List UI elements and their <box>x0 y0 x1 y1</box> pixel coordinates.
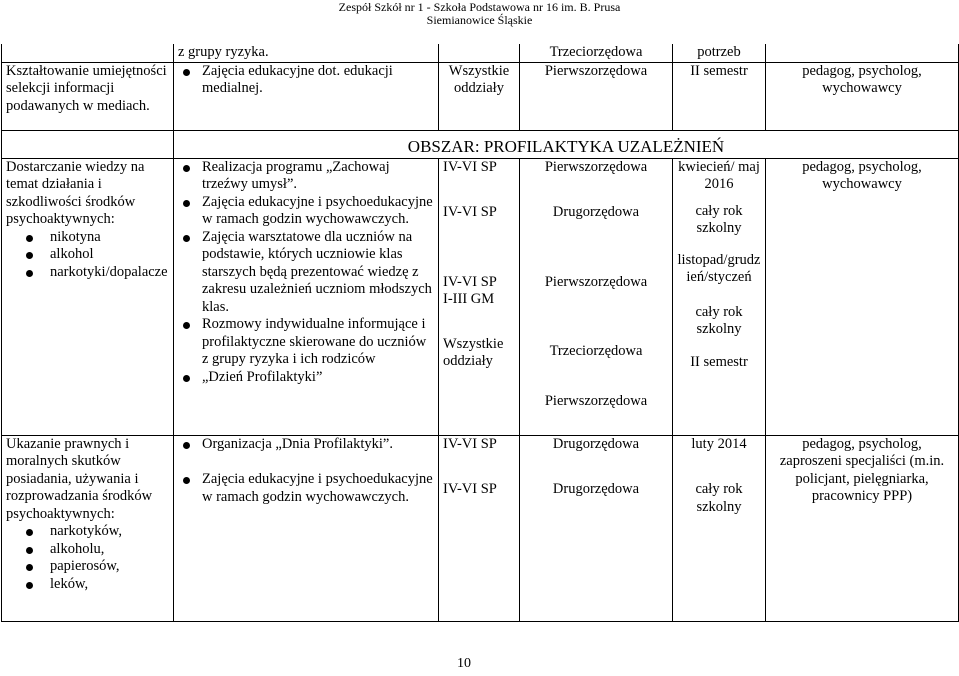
task-item: Rozmowy indywidualne informujące i profilaktyczne skierowane do uczniów z grupy ryzyka i ich rodziców <box>202 316 434 369</box>
target-item: Wszystkie oddziały <box>443 335 504 369</box>
cell-empty <box>2 130 174 158</box>
level-item: Drugorzędowa <box>552 435 640 452</box>
cell-level <box>520 158 673 435</box>
cell-level: Trzeciorzędowa <box>520 44 673 62</box>
task-item: Zajęcia warsztatowe dla uczniów na podstawie, których uczniowie klas starszych będą prezentować wiedzę z zakresu uzależnień uczniom młodszych klas. <box>202 229 434 317</box>
header-school-name: Zespół Szkół nr 1 - Szkoła Podstawowa nr 16 im. B. Prusa <box>338 0 621 14</box>
target-item: IV-VI SP <box>443 204 497 220</box>
header-city: Siemianowice Śląskie <box>426 13 533 27</box>
term-item: II semestr <box>690 353 748 370</box>
cell-goal: Kształtowanie umiejętności selekcji informacji podawanych w mediach. <box>2 62 174 130</box>
level-item: Pierwszorzędowa <box>544 273 648 290</box>
task-item: Realizacja programu „Zachowaj trzeźwy umysł”. <box>202 159 434 194</box>
cell-target <box>439 44 520 62</box>
cell-term <box>673 435 766 621</box>
cell-level <box>520 435 673 621</box>
task-item: Zajęcia edukacyjne i psychoedukacyjne w ramach godzin wychowawczych. <box>202 471 433 505</box>
goal-item: alkoholu, <box>50 541 169 559</box>
term-item: cały rok szkolny <box>695 481 743 515</box>
target-item: IV-VI SP <box>443 273 497 290</box>
level-item: Drugorzędowa <box>552 481 640 497</box>
goal-item: papierosów, <box>50 558 169 576</box>
cell-level: Pierwszorzędowa <box>520 62 673 130</box>
cell-target: Wszystkie oddziały <box>439 62 520 130</box>
cell-task <box>174 435 439 621</box>
page-header <box>0 1 959 27</box>
cell-responsible: pedagog, psycholog, wychowawcy <box>766 158 959 435</box>
level-item: Drugorzędowa <box>552 204 640 220</box>
goal-item: alkohol <box>50 246 169 264</box>
table-row <box>2 130 959 158</box>
term-item: cały rok szkolny <box>695 303 743 337</box>
target-item: I-III GM <box>443 291 495 307</box>
cell-term <box>673 158 766 435</box>
table-row <box>2 62 959 130</box>
goal-item: nikotyna <box>50 229 169 247</box>
task-item: Organizacja „Dnia Profilaktyki”. <box>202 436 434 454</box>
goal-item: narkotyki/dopalacze <box>50 263 168 280</box>
cell-term: II semestr <box>673 62 766 130</box>
cell-task <box>174 62 439 130</box>
section-title: OBSZAR: PROFILAKTYKA UZALEŻNIEŃ <box>174 130 959 158</box>
target-item: IV-VI SP <box>443 158 497 175</box>
cell-goal <box>2 158 174 435</box>
cell-target <box>439 158 520 435</box>
cell-responsible <box>766 44 959 62</box>
cell-goal <box>2 435 174 621</box>
task-item: Zajęcia edukacyjne i psychoedukacyjne w ramach godzin wychowawczych. <box>202 193 433 227</box>
goal-item: narkotyków, <box>50 523 169 541</box>
goal-text: Ukazanie prawnych i moralnych skutków posiadania, używania i rozprowadzania środków psychoaktywnych: <box>6 435 153 522</box>
task-item: Zajęcia edukacyjne dot. edukacji medialnej. <box>202 63 434 98</box>
term-item: listopad/grudzień/styczeń <box>677 251 761 285</box>
goal-item: leków, <box>50 576 169 594</box>
table-row <box>2 44 959 62</box>
plan-table <box>1 44 959 622</box>
level-item: Pierwszorzędowa <box>544 158 648 175</box>
target-item: IV-VI SP <box>443 435 497 452</box>
table-row <box>2 435 959 621</box>
page-number: 10 <box>457 656 471 671</box>
cell-empty <box>2 44 174 62</box>
cell-target <box>439 435 520 621</box>
term-item: kwiecień/ maj 2016 <box>678 158 760 192</box>
cell-responsible: pedagog, psycholog, wychowawcy <box>766 62 959 130</box>
goal-text: Dostarczanie wiedzy na temat działania i szkodliwości środków psychoaktywnych: <box>6 158 145 227</box>
cell-task <box>174 158 439 435</box>
table-row <box>2 158 959 435</box>
level-item: Trzeciorzędowa <box>549 343 643 359</box>
term-item: luty 2014 <box>691 435 747 452</box>
cell-term: potrzeb <box>673 44 766 62</box>
target-item: IV-VI SP <box>443 481 497 497</box>
cell-task: z grupy ryzyka. <box>174 44 439 62</box>
level-item: Pierwszorzędowa <box>544 392 648 409</box>
term-item: cały rok szkolny <box>695 202 743 236</box>
task-item: „Dzień Profilaktyki” <box>202 369 434 387</box>
cell-responsible: pedagog, psycholog, zaproszeni specjaliści (m.in. policjant, pielęgniarka, pracownicy PPP) <box>766 435 959 621</box>
